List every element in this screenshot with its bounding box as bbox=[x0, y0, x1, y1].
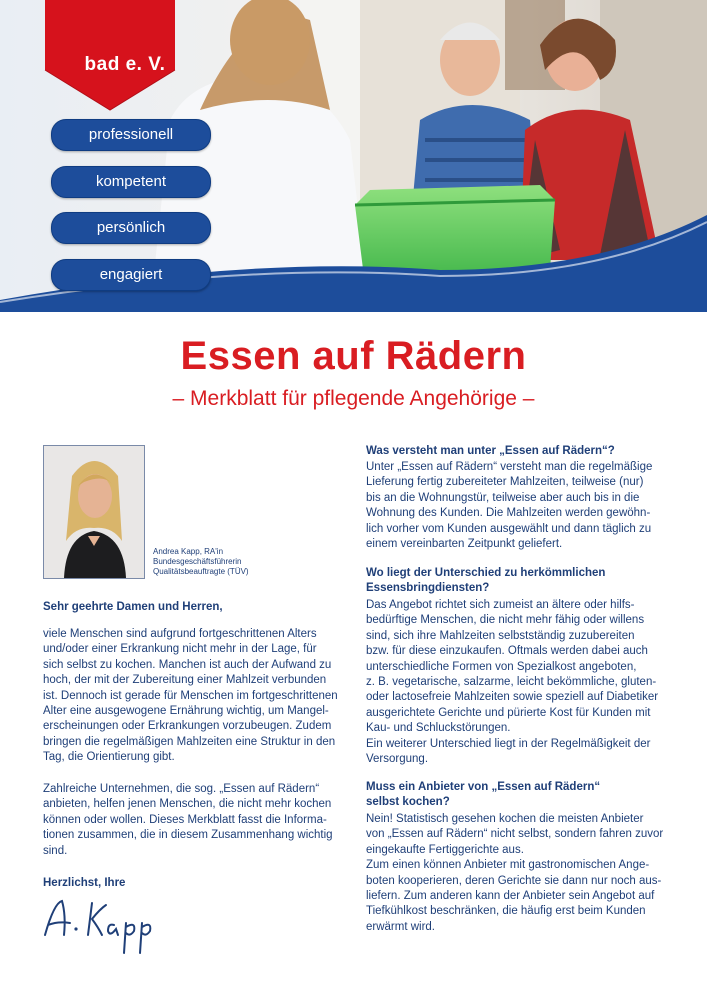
tag-pill: engagiert bbox=[51, 259, 211, 291]
text-line: ist. Dennoch ist gerade für Menschen im fortgeschrittenen bbox=[43, 689, 338, 702]
text-line: ausgerichtete Gerichte und pürierte Kost für Kunden mit bbox=[366, 706, 651, 719]
text-line: unterschiedliche Formen von Spezialkost angeboten, bbox=[366, 660, 637, 673]
text-line: Tiefkühlkost beschränken, die häufig erst beim Kunden bbox=[366, 905, 646, 918]
heading-line: Wo liegt der Unterschied zu herkömmlichen bbox=[366, 567, 606, 579]
text-line: hoch, der mit der Zubereitung einer Mahlzeit verbunden bbox=[43, 674, 327, 687]
text-line: Unter „Essen auf Rädern“ versteht man die regelmäßige bbox=[366, 461, 653, 473]
text-line: einem vereinbarten Zeitpunkt geliefert. bbox=[366, 538, 563, 551]
portrait-illustration bbox=[44, 446, 144, 578]
tag-pill: professionell bbox=[51, 119, 211, 151]
caption-qualification: Qualitätsbeauftragte (TÜV) bbox=[153, 567, 249, 576]
page-title: Essen auf Rädern bbox=[180, 334, 527, 378]
text-line: anbieten, helfen jenen Menschen, die nicht mehr kochen bbox=[43, 798, 332, 811]
heading-line: Muss ein Anbieter von „Essen auf Rädern“ bbox=[366, 781, 601, 793]
question-heading bbox=[366, 780, 666, 811]
intro-paragraph bbox=[43, 627, 343, 766]
caption-role: Bundesgeschäftsführerin bbox=[153, 557, 242, 566]
tag-pill: persönlich bbox=[51, 212, 211, 244]
text-line: viele Menschen sind aufgrund fortgeschrittenen Alters bbox=[43, 628, 317, 640]
text-line: sich selbst zu kochen. Manchen ist auch der Aufwand zu bbox=[43, 658, 332, 671]
tag-pill: kompetent bbox=[51, 166, 211, 198]
text-line: Das Angebot richtet sich zumeist an ältere oder hilfs- bbox=[366, 599, 635, 611]
caption-name: Andrea Kapp, RA'in bbox=[153, 547, 224, 556]
text-line: Ein weiterer Unterschied liegt in der Regelmäßigkeit der bbox=[366, 737, 651, 750]
heading-line: selbst kochen? bbox=[366, 796, 450, 809]
text-line: tionen zusammen, die in diesem Zusammenhang wichtig bbox=[43, 829, 333, 842]
salutation: Sehr geehrte Damen und Herren, bbox=[43, 601, 223, 613]
text-line: bedürftige Menschen, die nicht mehr fähig oder willens bbox=[366, 614, 645, 627]
text-line: bzw. für diese einzukaufen. Oftmals werden dabei auch bbox=[366, 645, 648, 658]
answer-paragraph bbox=[366, 460, 666, 552]
text-line: lich vorher vom Kunden ausgewählt und dann täglich zu bbox=[366, 522, 652, 535]
text-line: bringen die regelmäßigen Mahlzeiten eine Struktur in den bbox=[43, 735, 336, 748]
text-line: sind, sich ihre Mahlzeiten selbstständig zuzubereiten bbox=[366, 629, 635, 642]
page-subtitle: – Merkblatt für pflegende Angehörige – bbox=[172, 387, 535, 410]
author-photo bbox=[43, 445, 145, 579]
text-line: sind. bbox=[43, 844, 68, 857]
answer-paragraph bbox=[366, 598, 666, 767]
text-line: Tag, die Orientierung gibt. bbox=[43, 751, 175, 764]
text-line: Lieferung fertig zubereiteter Mahlzeiten, teilweise (nur) bbox=[366, 476, 644, 489]
text-line: eingekaufte Fertiggerichte aus. bbox=[366, 843, 524, 856]
heading-line: Essensbringdiensten? bbox=[366, 582, 490, 595]
question-heading bbox=[366, 566, 666, 597]
logo-text: bad e. V. bbox=[84, 54, 166, 75]
text-line: von „Essen auf Rädern“ nicht selbst, sondern fahren zuvor bbox=[366, 828, 664, 841]
signature-illustration bbox=[40, 895, 180, 955]
second-paragraph bbox=[43, 782, 343, 859]
text-line: und/oder einer Erkrankung nicht mehr in der Lage, für bbox=[43, 643, 317, 656]
text-line: können oder wollen. Dieses Merkblatt fasst die Informa- bbox=[43, 813, 327, 826]
author-caption bbox=[153, 547, 333, 577]
text-line: bis an die Wohnungstür, teilweise aber auch bis in die bbox=[366, 491, 640, 504]
text-line: erwärmt wird. bbox=[366, 920, 436, 933]
question-heading bbox=[366, 444, 666, 459]
text-line: boten kooperieren, deren Gerichte sie dann nur noch aus- bbox=[366, 874, 662, 887]
text-line: erscheinungen oder Erkrankungen vorzubeugen. Zudem bbox=[43, 720, 332, 733]
text-line: z. B. vegetarische, salzarme, leicht bekömmliche, gluten- bbox=[366, 676, 657, 689]
text-line: oder lactosefreie Mahlzeiten sowie speziell auf Diabetiker bbox=[366, 691, 659, 704]
closing: Herzlichst, Ihre bbox=[43, 877, 126, 889]
text-line: Wohnung des Kunden. Die Mahlzeiten werden gewöhn- bbox=[366, 507, 651, 520]
text-line: Zum einen können Anbieter mit gastronomischen Ange- bbox=[366, 859, 650, 872]
hero-image bbox=[0, 0, 707, 312]
text-line: Zahlreiche Unternehmen, die sog. „Essen auf Rädern“ bbox=[43, 783, 320, 795]
text-line: liefern. Zum anderen kann der Anbieter sein Angebot auf bbox=[366, 890, 655, 903]
text-line: Kau- und Schluckstörungen. bbox=[366, 722, 511, 735]
text-line: Nein! Statistisch gesehen kochen die meisten Anbieter bbox=[366, 813, 644, 825]
heading-line: Was versteht man unter „Essen auf Rädern“? bbox=[366, 445, 615, 457]
text-line: Alter eine ausgewogene Ernährung wichtig, um Mangel- bbox=[43, 705, 329, 718]
signature bbox=[40, 895, 180, 960]
answer-paragraph bbox=[366, 812, 666, 935]
text-line: Versorgung. bbox=[366, 753, 429, 766]
